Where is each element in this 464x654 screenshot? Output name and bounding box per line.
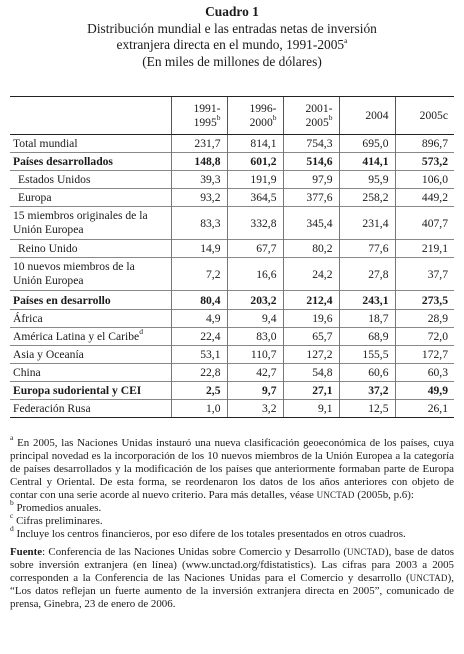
table-cell: 407,7 (395, 207, 454, 240)
table-cell: 155,5 (339, 345, 395, 363)
table-cell: 95,9 (339, 171, 395, 189)
table-cell: 345,4 (283, 207, 339, 240)
table-cell: 191,9 (227, 171, 283, 189)
table-cell: 37,2 (339, 381, 395, 399)
table-cell: 28,9 (395, 309, 454, 327)
table-cell: 212,4 (283, 291, 339, 309)
table-cell: 67,7 (227, 240, 283, 258)
table-cell: 19,6 (283, 309, 339, 327)
table-cell: 9,4 (227, 309, 283, 327)
table-cell: 364,5 (227, 189, 283, 207)
row-label: Estados Unidos (10, 171, 171, 189)
fdi-table (10, 96, 454, 418)
table-cell: 65,7 (283, 327, 339, 345)
row-label: Reino Unido (10, 240, 171, 258)
table-cell: 60,6 (339, 363, 395, 381)
table-cell: 24,2 (283, 258, 339, 291)
table-row (10, 400, 454, 418)
table-cell: 601,2 (227, 153, 283, 171)
table-caption (0, 0, 464, 70)
table-cell: 83,3 (171, 207, 227, 240)
table-row (10, 189, 454, 207)
footnote-c: $^c$ Cifras preliminares. (10, 511, 103, 527)
source-note: Fuente: Conferencia de las Naciones Unidas sobre Comercio y Desarrollo (UNCTAD), base de datos sobre inversión extranjera (en línea) (www.unctad.org/fdistatistics). Las cifras para 2003 a 2005 corresponden a la Conferencia de las Naciones Unidas para el Comercio y desarrollo (UNCTAD), “Los datos reflejan un fuerte aumento de la inversión extranjera directa en 2005”, comunicado de prensa, Ginebra, 23 de enero de 2006. (10, 546, 455, 610)
table-cell: 26,1 (395, 400, 454, 418)
table-row (10, 345, 454, 363)
table-cell: 332,8 (227, 207, 283, 240)
table-cell: 106,0 (395, 171, 454, 189)
table-header-row (10, 97, 454, 135)
row-label: Federación Rusa (10, 400, 171, 418)
table-cell: 37,7 (395, 258, 454, 291)
table-cell: 22,4 (171, 327, 227, 345)
table-row (10, 258, 454, 291)
table-row (10, 153, 454, 171)
table-cell: 9,1 (283, 400, 339, 418)
table-cell: 53,1 (171, 345, 227, 363)
column-header: 1991- 1995$^b$ (171, 97, 227, 135)
footnote-b: $^b$ Promedios anuales. (10, 498, 102, 514)
table-cell: 514,6 (283, 153, 339, 171)
table-cell: 22,8 (171, 363, 227, 381)
table-title: Cuadro 1 (205, 4, 259, 19)
table-cell: 273,5 (395, 291, 454, 309)
table-cell: 93,2 (171, 189, 227, 207)
footnote-marker: a (344, 35, 348, 45)
column-header: 1996- 2000$^b$ (227, 97, 283, 135)
row-label: Países desarrollados (10, 153, 171, 171)
table-cell: 243,1 (339, 291, 395, 309)
table-cell: 7,2 (171, 258, 227, 291)
table-cell: 83,0 (227, 327, 283, 345)
column-header: 2005c (395, 97, 454, 135)
table-cell: 896,7 (395, 135, 454, 153)
footnote-a: $^a$ En 2005, las Naciones Unidas instauró una nueva clasificación geoeconómica de los países, cuya principal novedad es la incorporación de los 10 nuevos miembros de la Unión Europea a la categoría de países desarrollados y la modificación de los países que anteriormente formaban parte de Europa Central y Oriental. De esta forma, se reordenaron los datos de los años anteriores con objeto de contar con una serie acorde al nuevo criterio. Para más detalles, véase UNCTAD (2005b, p.6): (10, 433, 454, 501)
table-cell: 27,1 (283, 381, 339, 399)
table-row (10, 207, 454, 240)
row-label: Asia y Oceanía (10, 345, 171, 363)
table-cell: 110,7 (227, 345, 283, 363)
table-cell: 172,7 (395, 345, 454, 363)
table-subtitle-line-1: Distribución mundial e las entradas netas de inversión (87, 20, 377, 36)
table-cell: 1,0 (171, 400, 227, 418)
table-cell: 72,0 (395, 327, 454, 345)
table-row (10, 327, 454, 345)
table-row (10, 363, 454, 381)
table-cell: 14,9 (171, 240, 227, 258)
table-cell: 68,9 (339, 327, 395, 345)
table-cell: 414,1 (339, 153, 395, 171)
table-cell: 97,9 (283, 171, 339, 189)
row-label: 15 miembros originales de la Unión Europea (10, 207, 171, 240)
table-cell: 27,8 (339, 258, 395, 291)
column-header: 2001- 2005$^b$ (283, 97, 339, 135)
table-cell: 80,2 (283, 240, 339, 258)
table-cell: 695,0 (339, 135, 395, 153)
table-cell: 4,9 (171, 309, 227, 327)
table-cell: 39,3 (171, 171, 227, 189)
table-cell: 60,3 (395, 363, 454, 381)
table-row (10, 240, 454, 258)
row-label: América Latina y el Caribe$^d$ (10, 327, 171, 345)
table-subtitle-line-2: extranjera directa en el mundo, 1991-2005$^a$ (116, 35, 348, 52)
table-cell: 814,1 (227, 135, 283, 153)
table-cell: 127,2 (283, 345, 339, 363)
table-cell: 3,2 (227, 400, 283, 418)
row-label: China (10, 363, 171, 381)
table-cell: 80,4 (171, 291, 227, 309)
row-label: Total mundial (10, 135, 171, 153)
table-cell: 449,2 (395, 189, 454, 207)
table-cell: 2,5 (171, 381, 227, 399)
column-header: 2004 (339, 97, 395, 135)
header-label-cell (10, 97, 171, 135)
table-cell: 77,6 (339, 240, 395, 258)
table-cell: 9,7 (227, 381, 283, 399)
table-cell: 573,2 (395, 153, 454, 171)
table-row (10, 135, 454, 153)
table-row (10, 309, 454, 327)
row-label: 10 nuevos miembros de la Unión Europea (10, 258, 171, 291)
table-cell: 16,6 (227, 258, 283, 291)
row-label: Europa sudoriental y CEI (10, 381, 171, 399)
table-cell: 148,8 (171, 153, 227, 171)
table-cell: 49,9 (395, 381, 454, 399)
row-label: Europa (10, 189, 171, 207)
table-cell: 754,3 (283, 135, 339, 153)
table-row (10, 291, 454, 309)
table-units: (En miles de millones de dólares) (142, 53, 322, 69)
footnote-marker: d (139, 326, 143, 336)
table-cell: 219,1 (395, 240, 454, 258)
table-cell: 231,4 (339, 207, 395, 240)
footnote-d: $^d$ Incluye los centros financieros, por eso difere de los totales presentados en otros cuadros. (10, 524, 406, 540)
table-cell: 231,7 (171, 135, 227, 153)
row-label: África (10, 309, 171, 327)
table-cell: 377,6 (283, 189, 339, 207)
table-cell: 203,2 (227, 291, 283, 309)
table-cell: 42,7 (227, 363, 283, 381)
table-row (10, 171, 454, 189)
table-cell: 18,7 (339, 309, 395, 327)
table-row (10, 381, 454, 399)
table-footnotes (10, 433, 455, 611)
table-cell: 258,2 (339, 189, 395, 207)
row-label: Países en desarrollo (10, 291, 171, 309)
table-cell: 12,5 (339, 400, 395, 418)
table-cell: 54,8 (283, 363, 339, 381)
